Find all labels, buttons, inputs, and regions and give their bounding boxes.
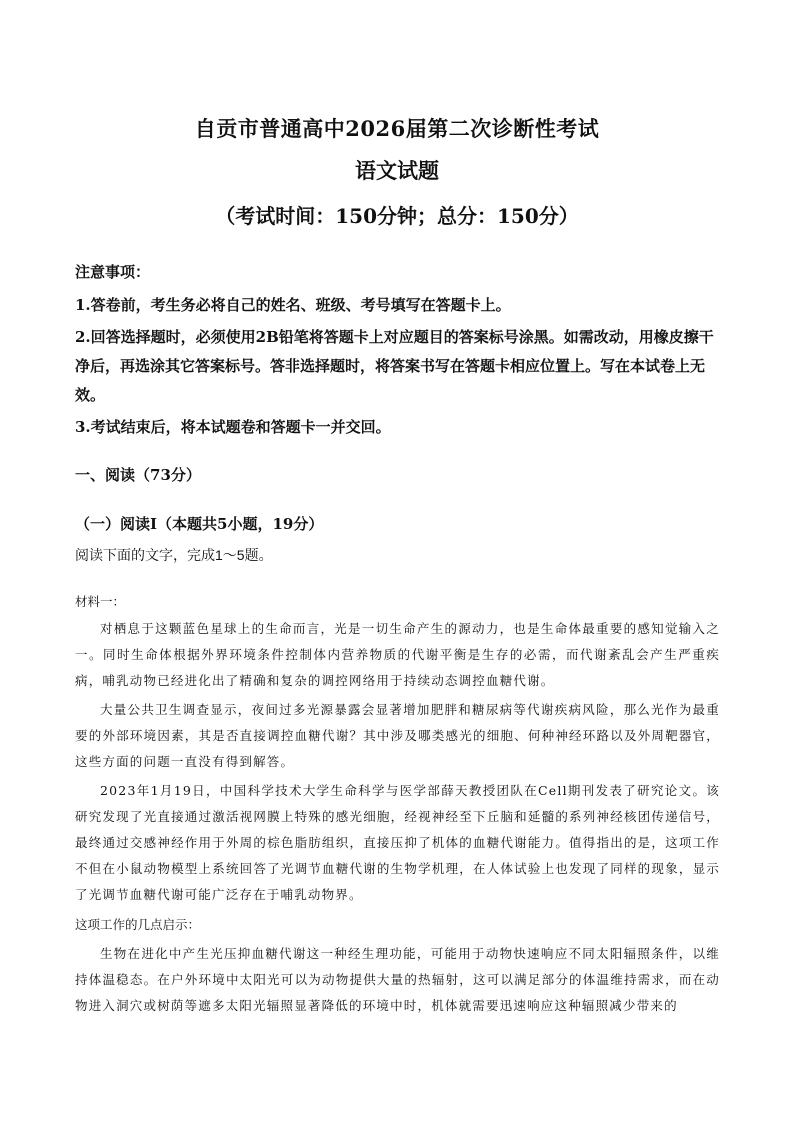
paragraph-text: 2023年1月19日，中国科学技术大学生命科学与医学部薛天教授团队在Cell期刊发表了研究论文。该研究发现了光直接通过激活视网膜上特殊的感光细胞，经视神经至下丘脑和延髓的系列神经核团传递信号，最终通过交感神经作用于外周的棕色脂肪组织，直接压抑了机体的血糖代谢能力。值得指出的是，这项工作不但在小鼠动物模型上系统回答了光调节血糖代谢的生物学机理，在人体试验上也发现了同样的现象，显示了光调节血糖代谢可能广泛存在于哺乳动物界。 [75, 783, 720, 902]
enlightenment-label: 这项工作的几点启示： [75, 917, 201, 932]
notes-block [75, 258, 720, 445]
material-paragraph [75, 941, 720, 1021]
subsection-title: （一）阅读Ⅰ（本题共5小题，19分） [75, 515, 324, 533]
exam-time-info: （考试时间：150分钟；总分：150分） [215, 204, 579, 228]
note-item-3: 3.考试结束后，将本试题卷和答题卡一并交回。 [75, 418, 391, 436]
material-paragraph [75, 697, 720, 775]
exam-subtitle: 语文试题 [355, 158, 439, 183]
paragraph-text: 生物在进化中产生光压抑血糖代谢这一种经生理功能，可能用于动物快速响应不同太阳辐照条件，以维持体温稳态。在户外环境中太阳光可以为动物提供大量的热辐射，这可以满足部分的体温维持需求，而在动物进入洞穴或树荫等遮多太阳光辐照显著降低的环境中时，机体就需要迅速响应这种辐照减少带来的 [75, 946, 720, 1013]
exam-title: 自贡市普通高中2026届第二次诊断性考试 [194, 116, 600, 141]
material-label: 材料一： [75, 594, 126, 609]
notes-heading: 注意事项： [75, 263, 151, 281]
paragraph-text: 大量公共卫生调查显示，夜间过多光源暴露会显著增加肥胖和糖尿病等代谢疾病风险，那么光作为最重要的外部环境因素，其是否直接调控血糖代谢？其中涉及哪类感光的细胞、何种神经环路以及外周靶器官，这些方面的问题一直没有得到解答。 [75, 702, 720, 769]
note-item-1: 1.答卷前，考生务必将自己的姓名、班级、考号填写在答题卡上。 [75, 296, 511, 314]
paragraph-text: 对栖息于这颗蓝色星球上的生命而言，光是一切生命产生的源动力，也是生命体最重要的感知觉输入之一。同时生命体根据外界环境条件控制体内营养物质的代谢平衡是生存的必需，而代谢紊乱会产生严重疾病，哺乳动物已经进化出了精确和复杂的调控网络用于持续动态调控血糖代谢。 [75, 621, 720, 688]
note-item-2: 2.回答选择题时，必须使用2B铅笔将答题卡上对应题目的答案标号涂黑。如需改动，用橡皮擦干净后，再选涂其它答案标号。答非选择题时，将答案书写在答题卡相应位置上。写在本试卷上无效。 [75, 328, 714, 404]
material-paragraph [75, 616, 720, 694]
material-paragraph [75, 778, 720, 908]
section-title: 一、阅读（73分） [75, 466, 201, 484]
reading-instruction: 阅读下面的文字，完成1～5题。 [75, 547, 273, 563]
